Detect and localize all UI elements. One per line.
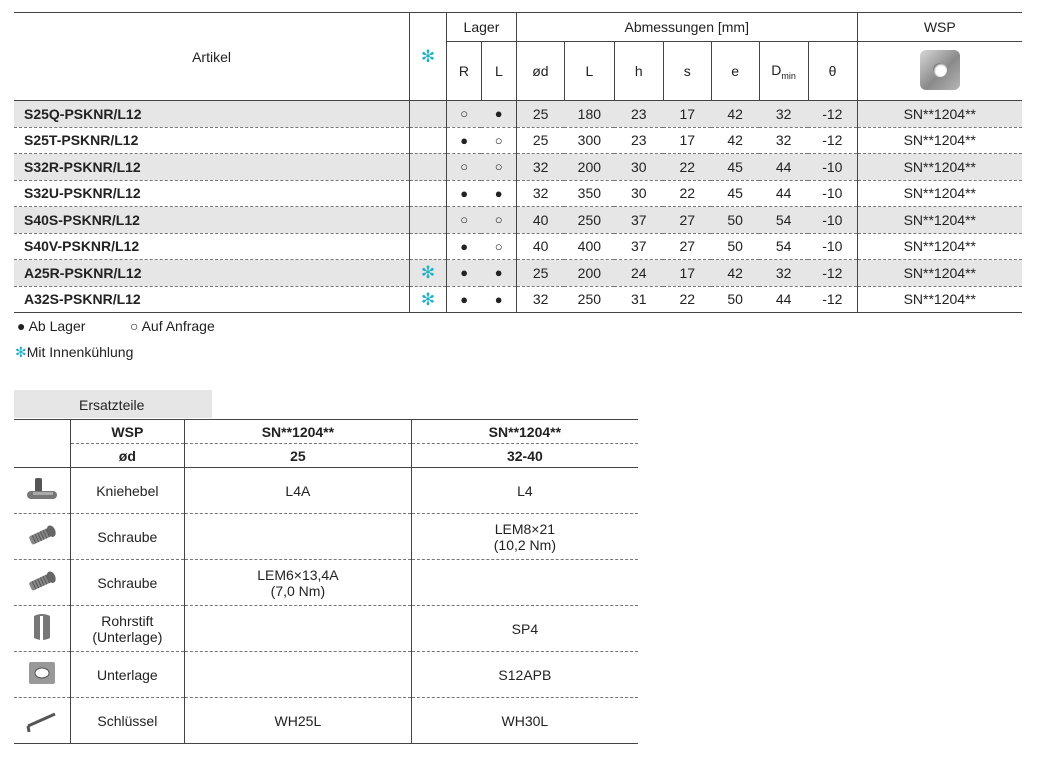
stock-l-cell: ● [481, 260, 516, 287]
h-cell: 23 [614, 127, 663, 154]
spare-parts-title-text: Ersatzteile [79, 397, 145, 413]
stock-l-cell: ○ [481, 127, 516, 154]
theta-cell: -10 [808, 154, 857, 181]
article-cell: S40V-PSKNR/L12 [14, 233, 410, 260]
theta-cell: -10 [808, 180, 857, 207]
part-code-col1: WH25L [185, 698, 412, 744]
table-row [14, 154, 1022, 181]
coolant-cell [410, 207, 447, 234]
stock-r-cell: ● [446, 127, 481, 154]
lever-icon [25, 475, 59, 506]
e-cell: 50 [711, 207, 759, 234]
coolant-cell [410, 127, 447, 154]
stock-l-cell: ○ [481, 207, 516, 234]
dmin-cell: 44 [759, 180, 808, 207]
e-cell: 45 [711, 154, 759, 181]
col-abmessungen: Abmessungen [mm] [516, 13, 857, 42]
d-cell: 40 [516, 233, 564, 260]
part-name: Schraube [70, 514, 184, 560]
coolant-cell [410, 260, 447, 287]
legend-stock: ● Ab Lager [17, 318, 86, 334]
length-cell: 180 [564, 101, 614, 128]
e-cell: 42 [711, 127, 759, 154]
table-row [14, 260, 1022, 287]
article-cell: S32U-PSKNR/L12 [14, 180, 410, 207]
coolant-icon: ✻ [420, 263, 436, 283]
pin-icon [29, 612, 55, 645]
legend-request: ○ Auf Anfrage [130, 318, 215, 334]
wsp-cell: SN**1204** [857, 154, 1022, 181]
dmin-cell: 32 [759, 127, 808, 154]
col-theta: θ [808, 42, 857, 101]
h-cell: 37 [614, 207, 663, 234]
col-len: L [564, 42, 614, 101]
d-cell: 32 [516, 180, 564, 207]
stock-r-cell: ○ [446, 207, 481, 234]
part-code-col2: L4 [411, 468, 638, 514]
col-e: e [711, 42, 759, 101]
part-name: Kniehebel [70, 468, 184, 514]
coolant-cell [410, 180, 447, 207]
wrench-icon [25, 706, 59, 735]
h-cell: 31 [614, 286, 663, 313]
table-row [14, 233, 1022, 260]
stock-l-cell: ○ [481, 154, 516, 181]
s-cell: 17 [663, 127, 711, 154]
table-row [14, 101, 1022, 128]
stock-r-cell: ○ [446, 101, 481, 128]
stock-r-cell: ● [446, 260, 481, 287]
legend-cooling [15, 344, 133, 360]
part-icon-cell [14, 652, 70, 698]
part-code-col1 [185, 606, 412, 652]
wsp-cell: SN**1204** [857, 260, 1022, 287]
tool-table [14, 12, 1022, 313]
blank-cell [14, 420, 70, 444]
stock-r-cell: ○ [446, 154, 481, 181]
wsp-cell: SN**1204** [857, 207, 1022, 234]
insert-icon [920, 50, 960, 90]
table-row [14, 127, 1022, 154]
part-icon-cell [14, 514, 70, 560]
part-name: Schlüssel [70, 698, 184, 744]
stock-r-cell: ● [446, 233, 481, 260]
part-icon-cell [14, 698, 70, 744]
wsp-cell: SN**1204** [857, 101, 1022, 128]
article-cell: S40S-PSKNR/L12 [14, 207, 410, 234]
s-cell: 17 [663, 101, 711, 128]
article-cell: A32S-PSKNR/L12 [14, 286, 410, 313]
d-cell: 25 [516, 260, 564, 287]
coolant-cell [410, 154, 447, 181]
part-code-col1: L4A [185, 468, 412, 514]
length-cell: 200 [564, 154, 614, 181]
length-cell: 250 [564, 286, 614, 313]
col-d: ød [516, 42, 564, 101]
part-code-col2: SP4 [411, 606, 638, 652]
part-name: Rohrstift (Unterlage) [70, 606, 184, 652]
d-label: ød [70, 444, 184, 468]
col-dmin: $D_{min}$ [759, 42, 808, 101]
stock-l-cell: ● [481, 101, 516, 128]
coolant-icon: ✻ [420, 289, 436, 309]
dmin-cell: 44 [759, 286, 808, 313]
part-code-col2: WH30L [411, 698, 638, 744]
e-cell: 50 [711, 233, 759, 260]
e-cell: 45 [711, 180, 759, 207]
theta-cell: -10 [808, 207, 857, 234]
coolant-header-icon: ✻ [410, 13, 447, 101]
wsp-col2: SN**1204** [411, 420, 638, 444]
article-cell: A25R-PSKNR/L12 [14, 260, 410, 287]
s-cell: 22 [663, 180, 711, 207]
part-code-col1: LEM6×13,4A (7,0 Nm) [185, 560, 412, 606]
h-cell: 30 [614, 180, 663, 207]
e-cell: 42 [711, 101, 759, 128]
part-code-col1 [185, 652, 412, 698]
length-cell: 250 [564, 207, 614, 234]
wsp-cell: SN**1204** [857, 127, 1022, 154]
theta-cell: -10 [808, 233, 857, 260]
part-icon-cell [14, 560, 70, 606]
theta-cell: -12 [808, 101, 857, 128]
d-cell: 25 [516, 127, 564, 154]
part-icon-cell [14, 606, 70, 652]
d-cell: 32 [516, 286, 564, 313]
d-cell: 25 [516, 101, 564, 128]
stock-l-cell: ● [481, 180, 516, 207]
col-wsp: WSP [857, 13, 1022, 42]
parts-row [14, 514, 638, 560]
d-cell: 32 [516, 154, 564, 181]
part-code-col2: LEM8×21 (10,2 Nm) [411, 514, 638, 560]
article-cell: S25T-PSKNR/L12 [14, 127, 410, 154]
stock-r-cell: ● [446, 286, 481, 313]
dmin-cell: 44 [759, 154, 808, 181]
col-r: R [446, 42, 481, 101]
dmin-cell: 32 [759, 101, 808, 128]
dmin-cell: 32 [759, 260, 808, 287]
stock-l-cell: ● [481, 286, 516, 313]
col-h: h [614, 42, 663, 101]
wsp-cell: SN**1204** [857, 286, 1022, 313]
screw-icon [25, 522, 59, 551]
parts-row [14, 560, 638, 606]
stock-r-cell: ● [446, 180, 481, 207]
parts-row [14, 652, 638, 698]
d-col2: 32-40 [411, 444, 638, 468]
part-code-col2 [411, 560, 638, 606]
e-cell: 50 [711, 286, 759, 313]
blank-cell [14, 444, 70, 468]
insert-image [857, 42, 1022, 101]
d-col1: 25 [185, 444, 412, 468]
s-cell: 22 [663, 286, 711, 313]
coolant-icon: ✻ [15, 344, 27, 360]
col-artikel: Artikel [14, 13, 410, 101]
table-row [14, 286, 1022, 313]
s-cell: 22 [663, 154, 711, 181]
dmin-cell: 54 [759, 233, 808, 260]
col-lager: Lager [446, 13, 516, 42]
screw-icon [25, 568, 59, 597]
table-row [14, 180, 1022, 207]
parts-row [14, 468, 638, 514]
theta-cell: -12 [808, 286, 857, 313]
length-cell: 300 [564, 127, 614, 154]
part-icon-cell [14, 468, 70, 514]
wsp-cell: SN**1204** [857, 180, 1022, 207]
e-cell: 42 [711, 260, 759, 287]
h-cell: 37 [614, 233, 663, 260]
wsp-cell: SN**1204** [857, 233, 1022, 260]
coolant-cell [410, 233, 447, 260]
length-cell: 350 [564, 180, 614, 207]
h-cell: 23 [614, 101, 663, 128]
parts-row [14, 606, 638, 652]
s-cell: 27 [663, 207, 711, 234]
d-cell: 40 [516, 207, 564, 234]
spare-parts-title [14, 390, 212, 418]
part-name: Unterlage [70, 652, 184, 698]
h-cell: 30 [614, 154, 663, 181]
col-s: s [663, 42, 711, 101]
h-cell: 24 [614, 260, 663, 287]
spare-parts-table [14, 419, 638, 744]
legend-cooling-label: Mit Innenkühlung [26, 344, 134, 360]
coolant-cell [410, 286, 447, 313]
wsp-label: WSP [70, 420, 184, 444]
shim-icon [27, 660, 57, 689]
article-cell: S25Q-PSKNR/L12 [14, 101, 410, 128]
theta-cell: -12 [808, 260, 857, 287]
part-code-col2: S12APB [411, 652, 638, 698]
col-l: L [481, 42, 516, 101]
coolant-cell [410, 101, 447, 128]
length-cell: 400 [564, 233, 614, 260]
wsp-col1: SN**1204** [185, 420, 412, 444]
dmin-cell: 54 [759, 207, 808, 234]
part-name: Schraube [70, 560, 184, 606]
article-cell: S32R-PSKNR/L12 [14, 154, 410, 181]
stock-l-cell: ○ [481, 233, 516, 260]
length-cell: 200 [564, 260, 614, 287]
part-code-col1 [185, 514, 412, 560]
table-row [14, 207, 1022, 234]
s-cell: 17 [663, 260, 711, 287]
s-cell: 27 [663, 233, 711, 260]
parts-row [14, 698, 638, 744]
theta-cell: -12 [808, 127, 857, 154]
